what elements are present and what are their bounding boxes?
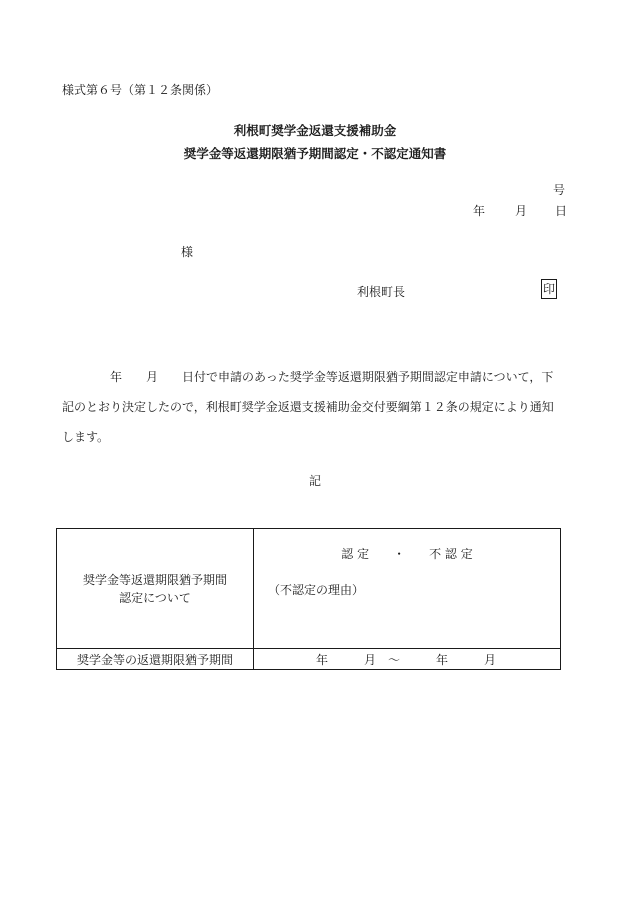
form-number: 様式第６号（第１２条関係） (62, 83, 219, 97)
row-label-line1: 奨学金等返還期限猶予期間 (82, 572, 227, 587)
document-title-line2: 奨学金等返還期限猶予期間認定・不認定通知書 (183, 146, 447, 161)
certification-cell (254, 529, 561, 649)
period-value: 年 月 ～ 年 月 (254, 649, 561, 670)
issue-date (473, 202, 567, 219)
seal-mark: 印 (541, 279, 557, 299)
recipient-honorific: 様 (181, 245, 194, 259)
issue-day-label: 日 (555, 204, 568, 218)
row-label-period: 奨学金等の返還期限猶予期間 (57, 649, 254, 670)
issuer-title: 利根町長 (357, 285, 406, 299)
document-title-line1: 利根町奨学金返還支援補助金 (233, 123, 397, 138)
table-row (57, 649, 561, 670)
decision-table (56, 528, 561, 670)
table-row (57, 529, 561, 649)
nintei-options: 認 定 ・ 不 認 定 (341, 547, 473, 561)
row-label-line2: 認定について (119, 590, 191, 605)
rejection-reason-label: （不認定の理由） (268, 583, 365, 597)
document-number-label: 号 (553, 183, 566, 197)
notice-body-text: 年 月 日付で申請のあった奨学金等返還期限猶予期間認定申請について，下記のとおり決定したので，利根町奨学金返還支援補助金交付要綱第１２条の規定により通知します。 (62, 370, 554, 444)
issue-month-label: 月 (515, 204, 528, 218)
issue-year-label: 年 (473, 204, 486, 218)
ki-heading: 記 (308, 474, 321, 488)
row-label-certification (57, 529, 254, 649)
